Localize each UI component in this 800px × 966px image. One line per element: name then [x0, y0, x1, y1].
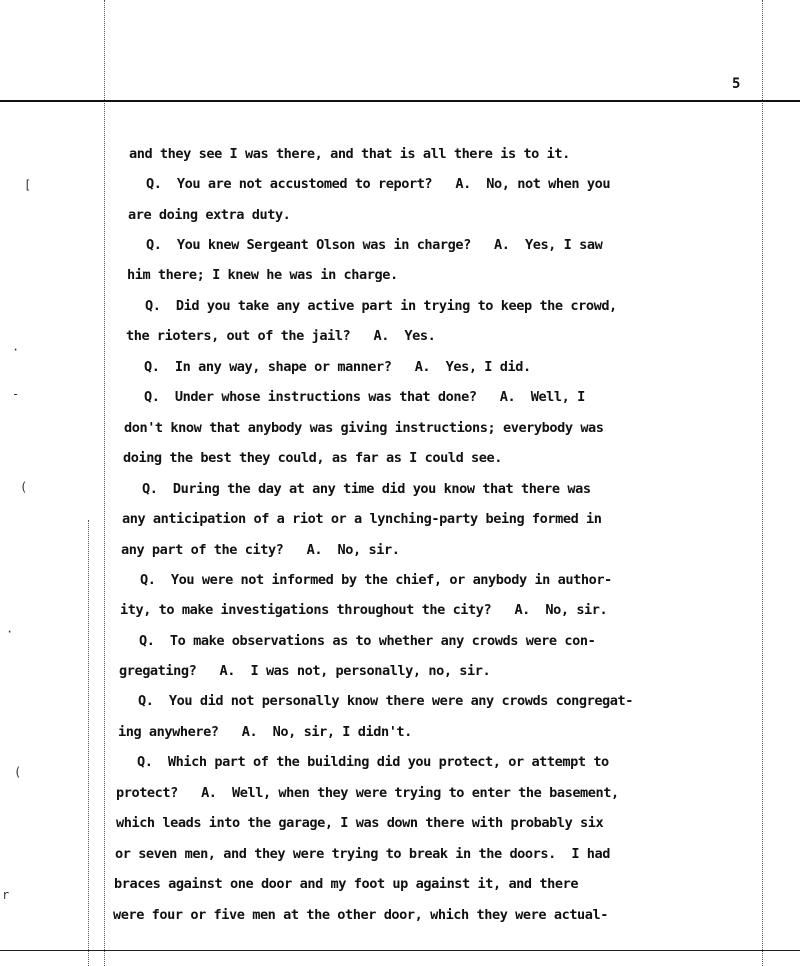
margin-mark: -	[12, 387, 20, 401]
transcript-line: were four or five men at the other door, which they were actual-	[113, 907, 608, 923]
transcript-line: any part of the city? A. No, sir.	[121, 542, 400, 558]
right-margin-line	[762, 0, 763, 966]
margin-mark: (	[20, 480, 28, 494]
page-number: 5	[732, 76, 741, 92]
left-margin-line-secondary	[88, 520, 89, 966]
transcript-line: any anticipation of a riot or a lynching-party being formed in	[122, 511, 602, 527]
margin-mark: ·	[12, 343, 20, 357]
transcript-line: and they see I was there, and that is all there is to it.	[129, 146, 570, 162]
transcript-line: don't know that anybody was giving instructions; everybody was	[124, 420, 604, 436]
transcript-line: Q. You were not informed by the chief, or anybody in author-	[140, 572, 612, 588]
transcript-line: Q. Which part of the building did you protect, or attempt to	[137, 754, 609, 770]
transcript-line: which leads into the garage, I was down there with probably six	[116, 815, 604, 831]
transcript-line: braces against one door and my foot up against it, and there	[114, 876, 579, 892]
transcript-line: or seven men, and they were trying to break in the doors. I had	[115, 846, 610, 862]
transcript-line: Q. Did you take any active part in trying to keep the crowd,	[145, 298, 617, 314]
margin-mark: (	[14, 765, 22, 779]
margin-mark: r	[2, 888, 10, 902]
footer-rule	[0, 950, 800, 951]
transcript-line: Q. You are not accustomed to report? A. No, not when you	[146, 176, 611, 192]
header-rule	[0, 100, 800, 102]
transcript-line: protect? A. Well, when they were trying to enter the basement,	[116, 785, 619, 801]
transcript-line: gregating? A. I was not, personally, no, sir.	[119, 663, 491, 679]
transcript-line: the rioters, out of the jail? A. Yes.	[126, 328, 436, 344]
transcript-line: Q. During the day at any time did you know that there was	[142, 481, 591, 497]
transcript-line: Q. Under whose instructions was that done? A. Well, I	[144, 389, 585, 405]
transcript-line: him there; I knew he was in charge.	[127, 267, 398, 283]
transcript-line: ing anywhere? A. No, sir, I didn't.	[118, 724, 412, 740]
transcript-line: Q. To make observations as to whether any crowds were con-	[139, 633, 596, 649]
margin-mark: ·	[6, 625, 14, 639]
transcript-line: Q. You knew Sergeant Olson was in charge? A. Yes, I saw	[146, 237, 603, 253]
left-margin-line	[104, 0, 105, 966]
transcript-line: are doing extra duty.	[128, 207, 291, 223]
transcript-line: ity, to make investigations throughout the city? A. No, sir.	[120, 602, 608, 618]
transcript-line: doing the best they could, as far as I could see.	[123, 450, 502, 466]
transcript-line: Q. In any way, shape or manner? A. Yes, I did.	[144, 359, 531, 375]
transcript-line: Q. You did not personally know there were any crowds congregat-	[138, 693, 633, 709]
margin-mark: [	[24, 178, 32, 192]
